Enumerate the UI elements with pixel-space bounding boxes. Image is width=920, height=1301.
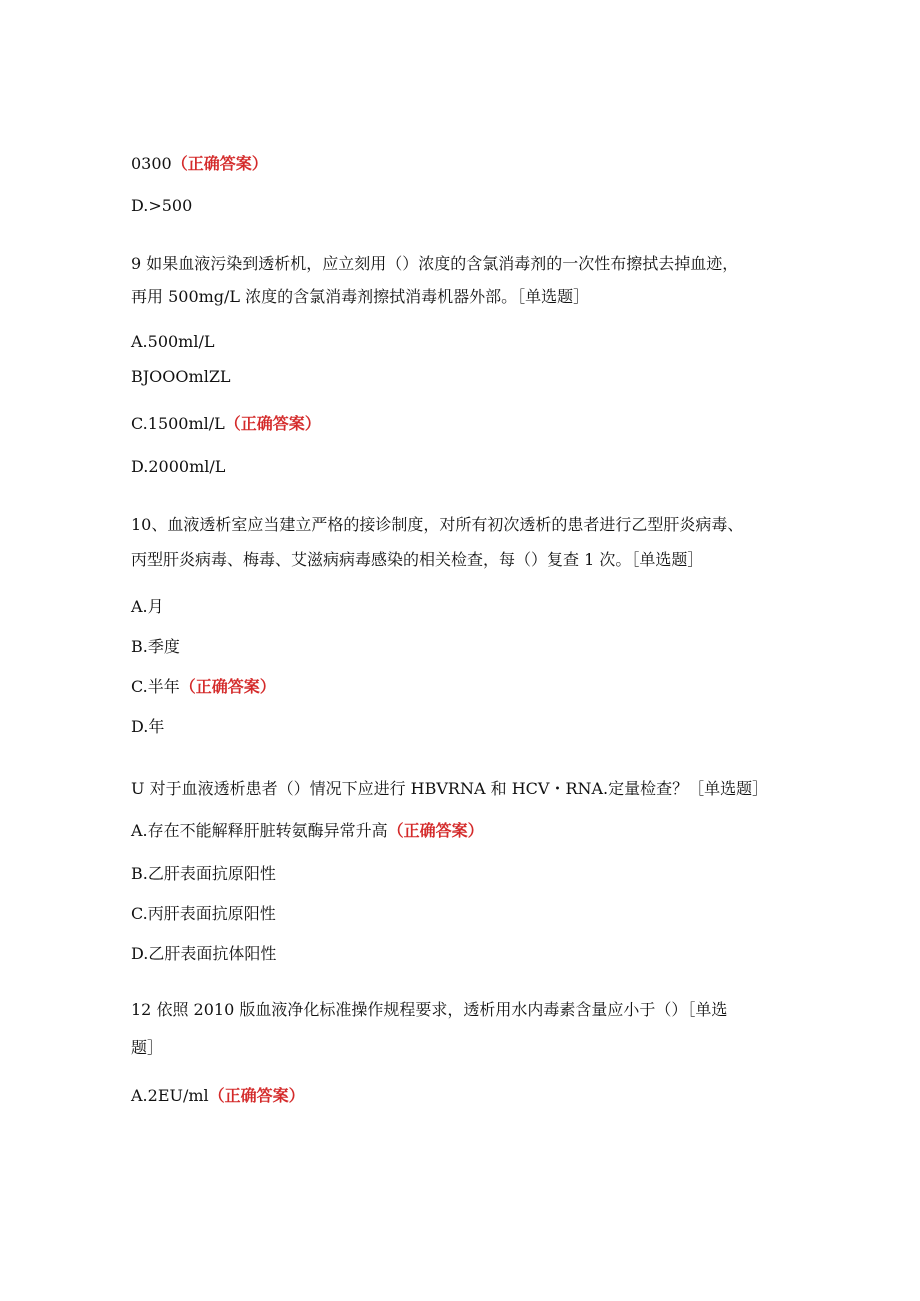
question-12-option-a: A.2EU/ml（正确答案）	[131, 1086, 305, 1105]
question-9-option-a: A.500ml/L	[131, 332, 215, 351]
question-12-line-1: 12 依照 2010 版血液净化标准操作规程要求，透析用水内毒素含量应小于（）［单选	[131, 1000, 728, 1019]
question-12-line-2: 题］	[131, 1038, 164, 1057]
question-9-option-d: D.2000ml/L	[131, 457, 226, 476]
question-11-option-c: C.丙肝表面抗原阳性	[131, 904, 276, 923]
question-10-option-d: D.年	[131, 717, 165, 736]
question-11-line-1: U 对于血液透析患者（）情况下应进行 HBVRNA 和 HCV・RNA.定量检查？［单选题］	[131, 779, 769, 798]
question-10-option-c: C.半年（正确答案）	[131, 677, 276, 696]
option-d-gt500: D.>500	[131, 196, 193, 215]
question-9-line-2: 再用 500mg/L 浓度的含氯消毒剂擦拭消毒机器外部。［单选题］	[131, 287, 590, 306]
correct-answer-mark: （正确答案）	[171, 154, 268, 173]
question-9-option-b: BJOOOmlZL	[131, 367, 231, 386]
question-10-line-2: 丙型肝炎病毒、梅毒、艾滋病病毒感染的相关检查，每（）复查 1 次。［单选题］	[131, 550, 704, 569]
question-9-option-c: C.1500ml/L（正确答案）	[131, 414, 321, 433]
question-11-option-b: B.乙肝表面抗原阳性	[131, 864, 276, 883]
option-0300: 0300（正确答案）	[131, 154, 268, 173]
question-10-line-1: 10、血液透析室应当建立严格的接诊制度，对所有初次透析的患者进行乙型肝炎病毒、	[131, 515, 744, 534]
correct-answer-mark: （正确答案）	[224, 414, 321, 433]
question-11-option-a: A.存在不能解释肝脏转氨酶异常升高（正确答案）	[131, 821, 484, 840]
correct-answer-mark: （正确答案）	[387, 821, 484, 840]
question-9-line-1: 9 如果血液污染到透析机，应立刻用（）浓度的含氯消毒剂的一次性布擦拭去掉血迹，	[131, 254, 739, 273]
correct-answer-mark: （正确答案）	[179, 677, 276, 696]
question-11-option-d: D.乙肝表面抗体阳性	[131, 944, 277, 963]
correct-answer-mark: （正确答案）	[208, 1086, 305, 1105]
question-10-option-a: A.月	[131, 597, 164, 616]
question-10-option-b: B.季度	[131, 637, 180, 656]
